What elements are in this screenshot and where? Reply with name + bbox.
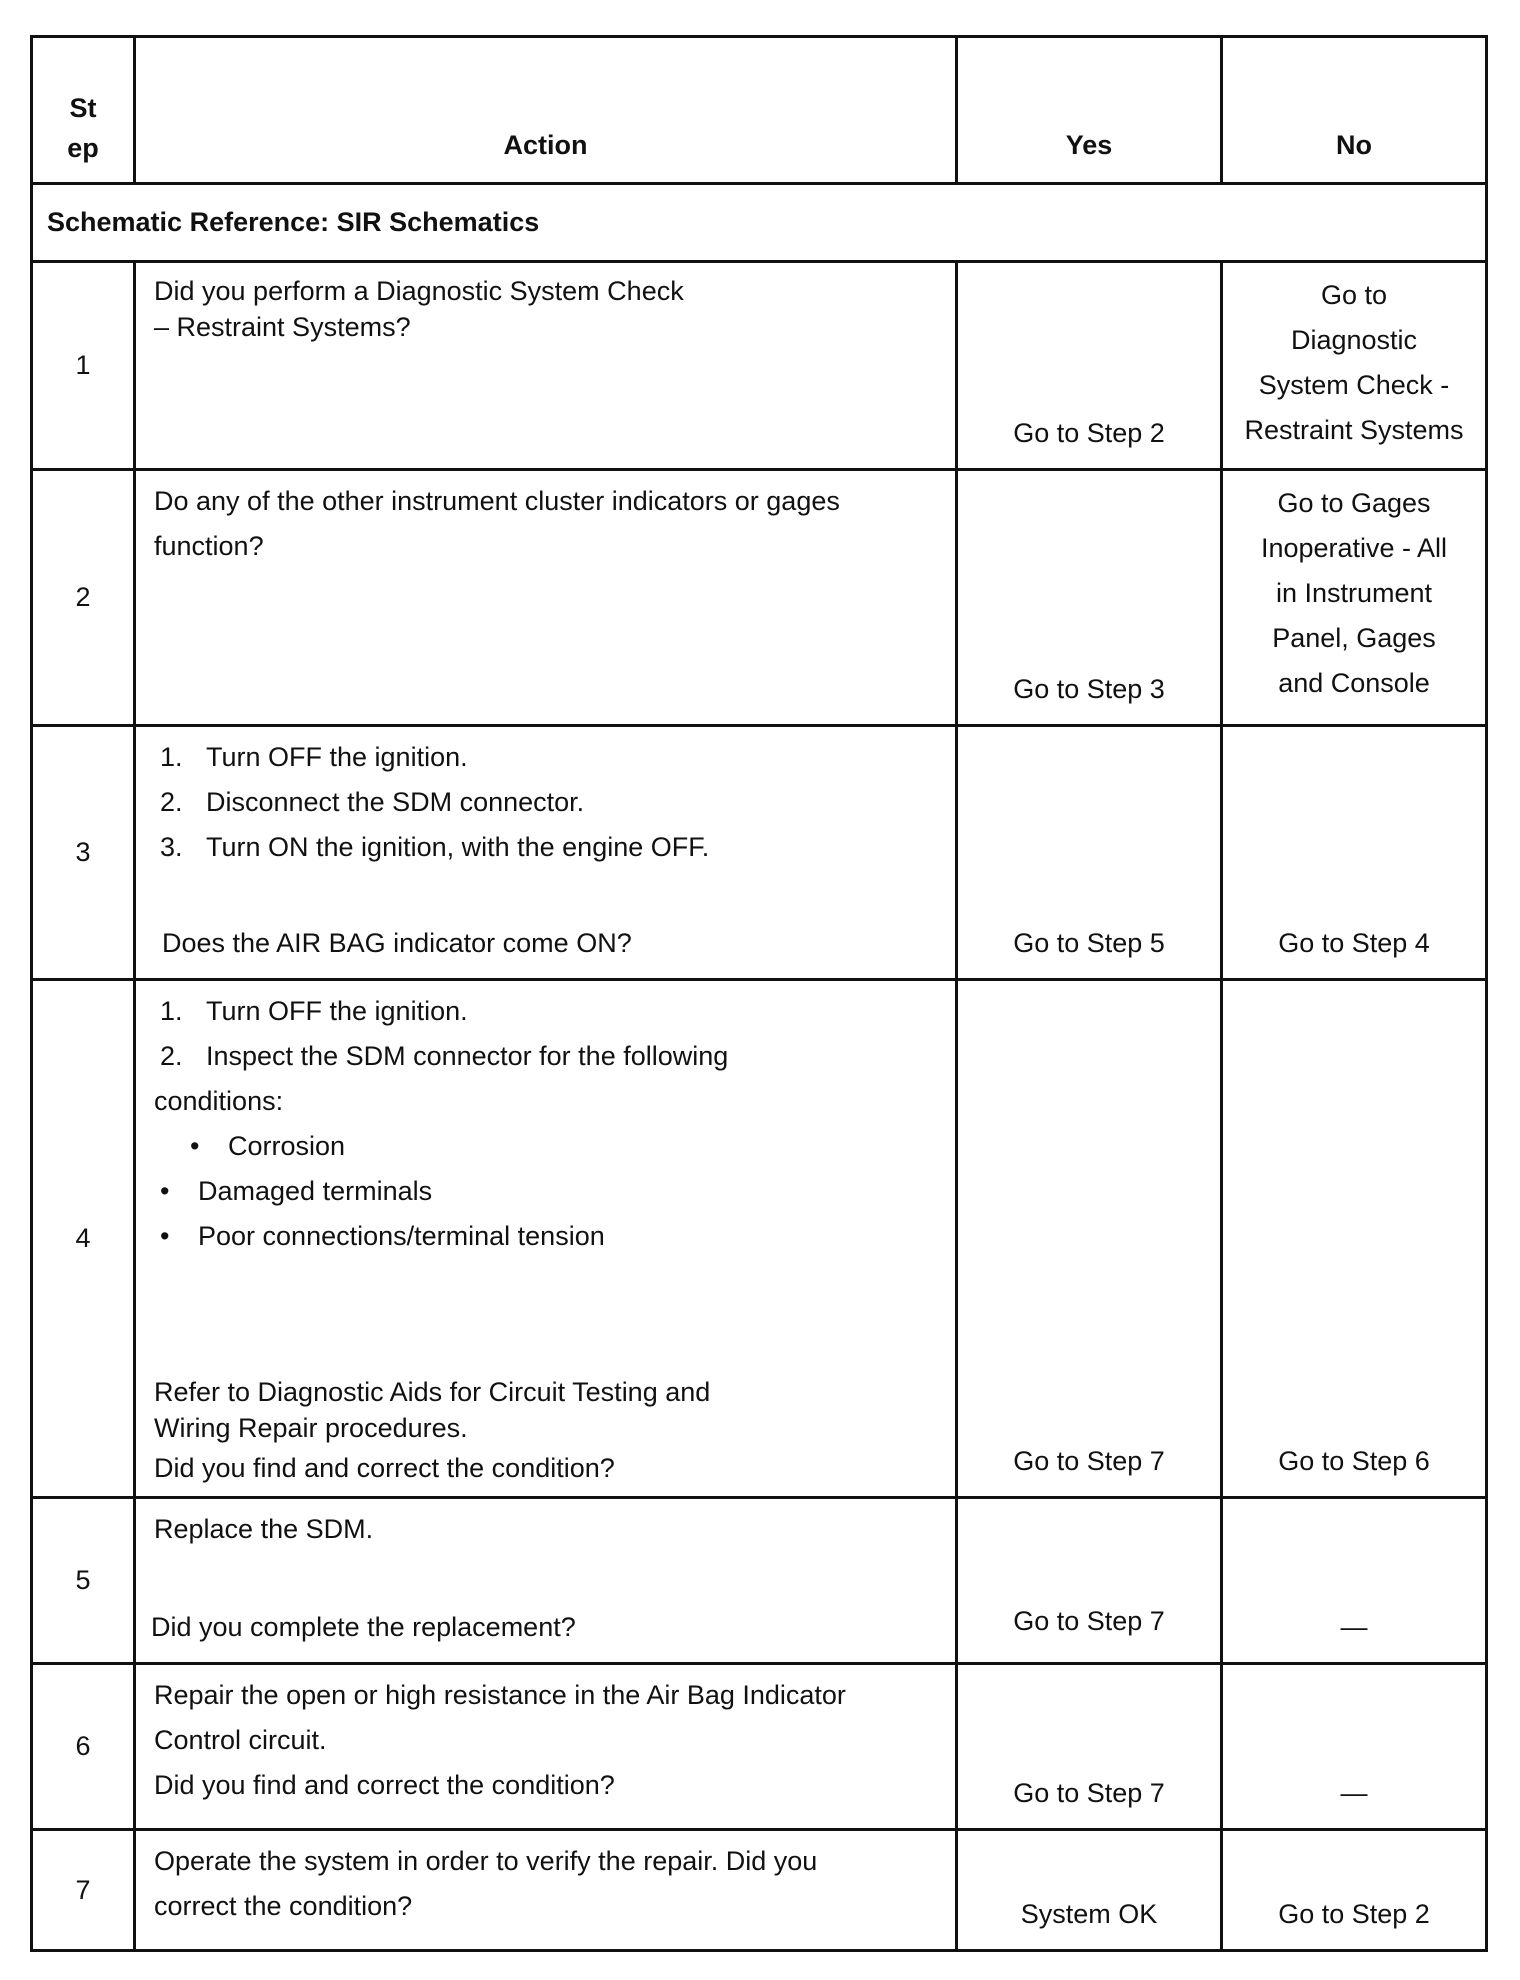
step-number: 5 (32, 1498, 135, 1664)
header-no: No (1222, 37, 1487, 184)
step-no: Go to Step 4 (1222, 726, 1487, 980)
list-item: • Poor connections/terminal tension (160, 1221, 605, 1251)
refer-note: Refer to Diagnostic Aids for Circuit Testing and (154, 1377, 711, 1407)
step-action: Did you perform a Diagnostic System Check – Restraint Systems? (135, 262, 957, 470)
step-yes: System OK (957, 1830, 1222, 1951)
substep: 1. Turn OFF the ignition. (160, 742, 468, 772)
step-yes: Go to Step 3 (957, 470, 1222, 726)
header-action: Action (135, 37, 957, 184)
step-no: Go to Step 2 (1222, 1830, 1487, 1951)
substep: 2. Inspect the SDM connector for the following (160, 1041, 729, 1071)
diagnostic-table (30, 35, 1488, 1952)
step-action: Repair the open or high resistance in the Air Bag Indicator Control circuit. Did you find and correct the condition? (135, 1664, 957, 1830)
step-action: Operate the system in order to verify the repair. Did you correct the condition? (135, 1830, 957, 1951)
step-number: 3 (32, 726, 135, 980)
list-item: • Corrosion (190, 1131, 346, 1161)
step-number: 1 (32, 262, 135, 470)
table-row (32, 1830, 1487, 1951)
table-row (32, 262, 1487, 470)
step-action: 1. Turn OFF the ignition. 2. Inspect the SDM connector for the following conditions: • Corrosion • Damaged terminals • Poor connections/terminal tension Refer to Diagnostic Aids for Circuit Testing and Wiring Repair procedures. Did you find and correct the condition? (135, 980, 957, 1498)
substep: 2. Disconnect the SDM connector. (160, 787, 585, 817)
refer-note: Wiring Repair procedures. (154, 1413, 468, 1443)
step-action: Replace the SDM. Did you complete the replacement? (135, 1498, 957, 1664)
step-number: 7 (32, 1830, 135, 1951)
step-yes: Go to Step 7 (957, 1664, 1222, 1830)
step-number: 2 (32, 470, 135, 726)
substep: 1. Turn OFF the ignition. (160, 996, 468, 1026)
step-no: — (1222, 1498, 1487, 1664)
header-yes: Yes (957, 37, 1222, 184)
header-row (32, 37, 1487, 184)
step-action: Do any of the other instrument cluster indicators or gages function? (135, 470, 957, 726)
reference-row (32, 184, 1487, 262)
step-number: 6 (32, 1664, 135, 1830)
table-row (32, 1664, 1487, 1830)
table-row (32, 470, 1487, 726)
table-row (32, 726, 1487, 980)
step-yes: Go to Step 7 (957, 1498, 1222, 1664)
header-step: St ep (32, 37, 135, 184)
step-action (135, 726, 957, 980)
step-no: Go to Step 6 (1222, 980, 1487, 1498)
step-no: Go to Gages Inoperative - All in Instrument Panel, Gages and Console (1222, 470, 1487, 726)
table-row (32, 1498, 1487, 1664)
schematic-reference: Schematic Reference: SIR Schematics (32, 184, 1487, 262)
step-question: Does the AIR BAG indicator come ON? (162, 928, 632, 958)
substep: 3. Turn ON the ignition, with the engine OFF. (160, 832, 710, 862)
step-number: 4 (32, 980, 135, 1498)
step-question: Did you find and correct the condition? (154, 1453, 615, 1483)
list-item: • Damaged terminals (160, 1176, 433, 1206)
step-yes: Go to Step 5 (957, 726, 1222, 980)
step-question: Did you complete the replacement? (151, 1612, 576, 1642)
step-no: — (1222, 1664, 1487, 1830)
step-yes: Go to Step 2 (957, 262, 1222, 470)
step-no: Go to Diagnostic System Check - Restraint Systems (1222, 262, 1487, 470)
table-row (32, 980, 1487, 1498)
step-yes: Go to Step 7 (957, 980, 1222, 1498)
